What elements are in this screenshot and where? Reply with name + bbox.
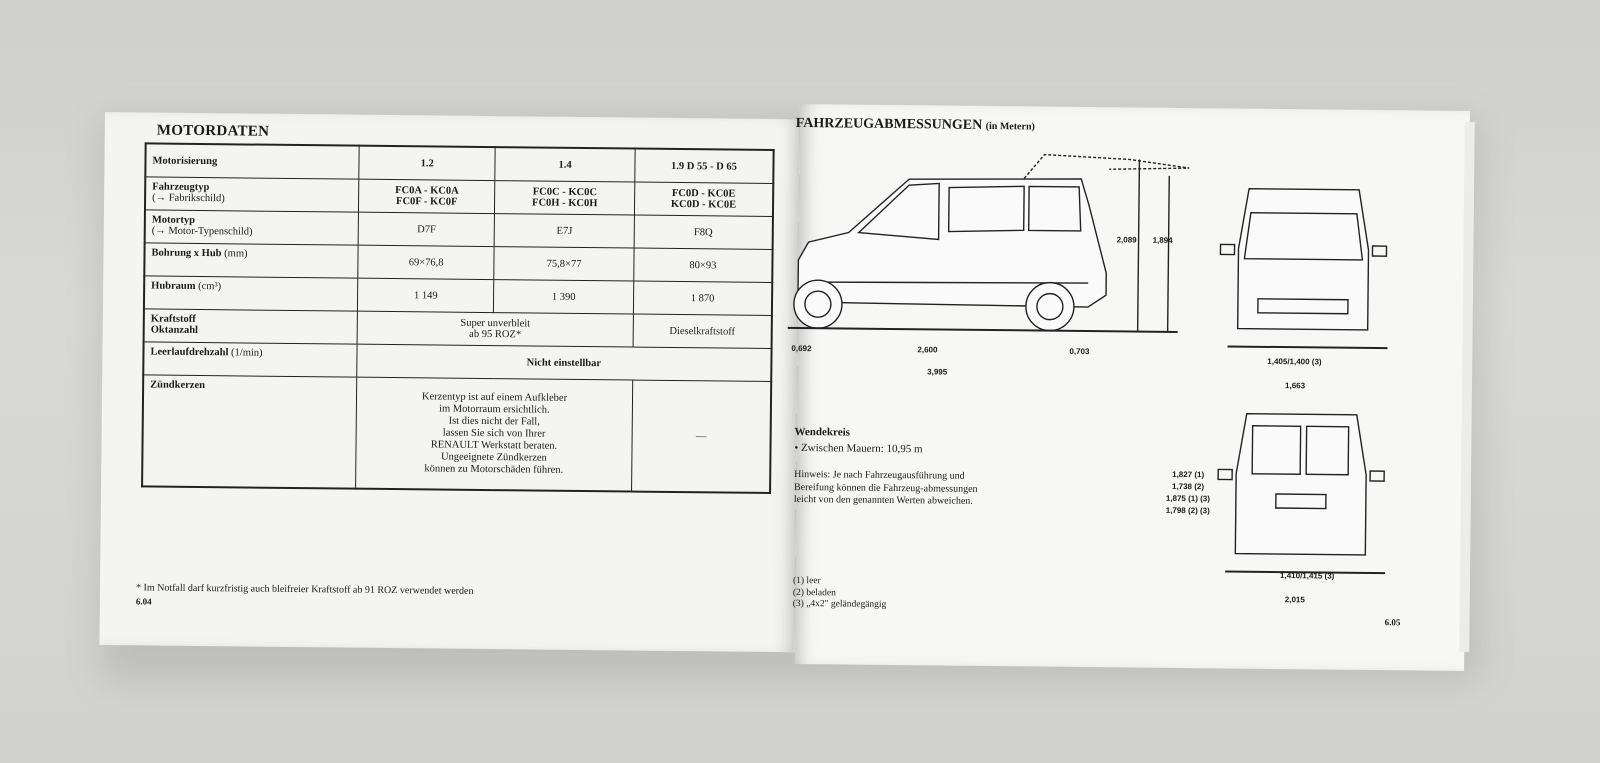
dim-width-rear: 2,015 bbox=[1284, 595, 1305, 605]
dim-height-list: 1,798 (2) (3) bbox=[1165, 505, 1210, 516]
footnote-list bbox=[793, 576, 887, 611]
dim-height-2: 1,894 bbox=[1152, 235, 1173, 245]
table-cell: Dieselkraftstoff bbox=[633, 314, 772, 348]
label-text: Motortyp bbox=[151, 214, 196, 226]
dim-height-1: 2,089 bbox=[1116, 235, 1137, 245]
row-label bbox=[145, 177, 359, 212]
dim-front-overhang: 0,692 bbox=[791, 343, 812, 354]
table-cell: Kerzentyp ist auf einem Aufkleber im Motorraum ersichtlich. Ist dies nicht der Fall, lassen Sie sich von Ihrer RENAULT Werkstatt beraten. Ungeeignete Zündkerzen können zu Motorschäden führen. bbox=[356, 377, 633, 491]
footnote: * Im Notfall darf kurzfristig auch bleifreier Kraftstoff ab 91 ROZ verwendet werden bbox=[135, 582, 474, 597]
page-title: MOTORDATEN bbox=[156, 122, 270, 140]
table-cell: FC0A - KC0A FC0F - KC0F bbox=[358, 179, 495, 213]
table-cell: FC0D - KC0E KC0D - KC0E bbox=[634, 182, 773, 216]
label-text: Oktanzahl bbox=[150, 324, 199, 336]
table-cell: 75,8×77 bbox=[494, 247, 634, 281]
dim-rear-overhang: 0,703 bbox=[1069, 346, 1090, 357]
row-label: Zündkerzen bbox=[142, 375, 357, 489]
dim-track-rear: 1,410/1,415 (3) bbox=[1280, 571, 1335, 581]
right-page bbox=[791, 104, 1470, 671]
table-cell: 1 149 bbox=[357, 278, 494, 312]
label-text: Bohrung x Hub bbox=[151, 247, 222, 260]
left-page bbox=[99, 112, 801, 652]
dim-height-list: 1,827 (1) bbox=[1172, 469, 1205, 480]
vehicle-side-view bbox=[787, 142, 1190, 396]
label-text: Hubraum bbox=[151, 280, 196, 292]
engine-data-table bbox=[141, 142, 775, 494]
label-unit: (mm) bbox=[224, 248, 248, 260]
table-cell: — bbox=[632, 380, 772, 493]
turning-circle-title: Wendekreis bbox=[794, 425, 851, 439]
turning-circle bbox=[794, 426, 922, 455]
table-cell: 1.9 D 55 - D 65 bbox=[635, 149, 774, 184]
row-label bbox=[144, 309, 358, 344]
row-label bbox=[143, 342, 357, 377]
table-cell: D7F bbox=[358, 212, 495, 246]
dim-track-front: 1,405/1,400 (3) bbox=[1267, 356, 1322, 367]
list-item: (2) beladen bbox=[792, 587, 836, 598]
table-cell: Nicht einstellbar bbox=[357, 344, 772, 381]
label-unit: (1/min) bbox=[231, 347, 263, 359]
table-cell: Super unverbleit ab 95 ROZ* bbox=[357, 311, 633, 347]
label-sub: (→ Motor-Typenschild) bbox=[151, 225, 253, 238]
table-cell: FC0C - KC0C FC0H - KC0H bbox=[495, 181, 635, 215]
title-text: FAHRZEUGABMESSUNGEN bbox=[795, 115, 983, 133]
label-text: Leerlaufdrehzahl bbox=[150, 346, 229, 359]
dim-wheelbase: 2,600 bbox=[917, 345, 938, 355]
table-cell: 1 870 bbox=[633, 281, 772, 315]
table-cell: E7J bbox=[495, 214, 635, 248]
table-cell: 69×76,8 bbox=[358, 245, 495, 279]
row-label bbox=[144, 243, 358, 278]
page-number: 6.04 bbox=[135, 596, 152, 607]
list-item: (1) leer bbox=[792, 575, 821, 587]
table-cell: 80×93 bbox=[634, 248, 773, 282]
turning-circle-value: • Zwischen Mauern: 10,95 m bbox=[794, 441, 923, 456]
page-title bbox=[796, 116, 1035, 135]
page-number: 6.05 bbox=[1384, 617, 1401, 628]
note-text: Hinweis: Je nach Fahrzeugausführung und Bereifung können die Fahrzeug-abmessungen leicht von den genannten Werten abweichen. bbox=[793, 468, 978, 507]
table-cell: 1.4 bbox=[495, 147, 635, 182]
dim-length: 3,995 bbox=[927, 367, 948, 377]
label-text: Kraftstoff bbox=[150, 313, 196, 325]
table-cell: F8Q bbox=[634, 215, 773, 249]
table-cell: 1 390 bbox=[494, 280, 634, 314]
table-row bbox=[142, 375, 771, 493]
row-label bbox=[145, 210, 359, 245]
dim-height-list: 1,738 (2) bbox=[1171, 481, 1205, 492]
title-unit: (in Metern) bbox=[985, 120, 1035, 133]
row-label bbox=[144, 276, 358, 311]
vehicle-rear-view bbox=[1215, 403, 1397, 615]
list-item: (3) „4x2" geländegängig bbox=[792, 598, 887, 610]
table-cell: 1.2 bbox=[359, 146, 496, 181]
label-text: Fahrzeugtyp bbox=[152, 181, 210, 194]
label-sub: (→ Fabrikschild) bbox=[152, 192, 225, 205]
dim-width-front: 1,663 bbox=[1285, 381, 1306, 391]
row-label: Motorisierung bbox=[145, 143, 359, 179]
dim-height-list: 1,875 (1) (3) bbox=[1165, 493, 1210, 504]
label-unit: (cm³) bbox=[198, 280, 222, 293]
